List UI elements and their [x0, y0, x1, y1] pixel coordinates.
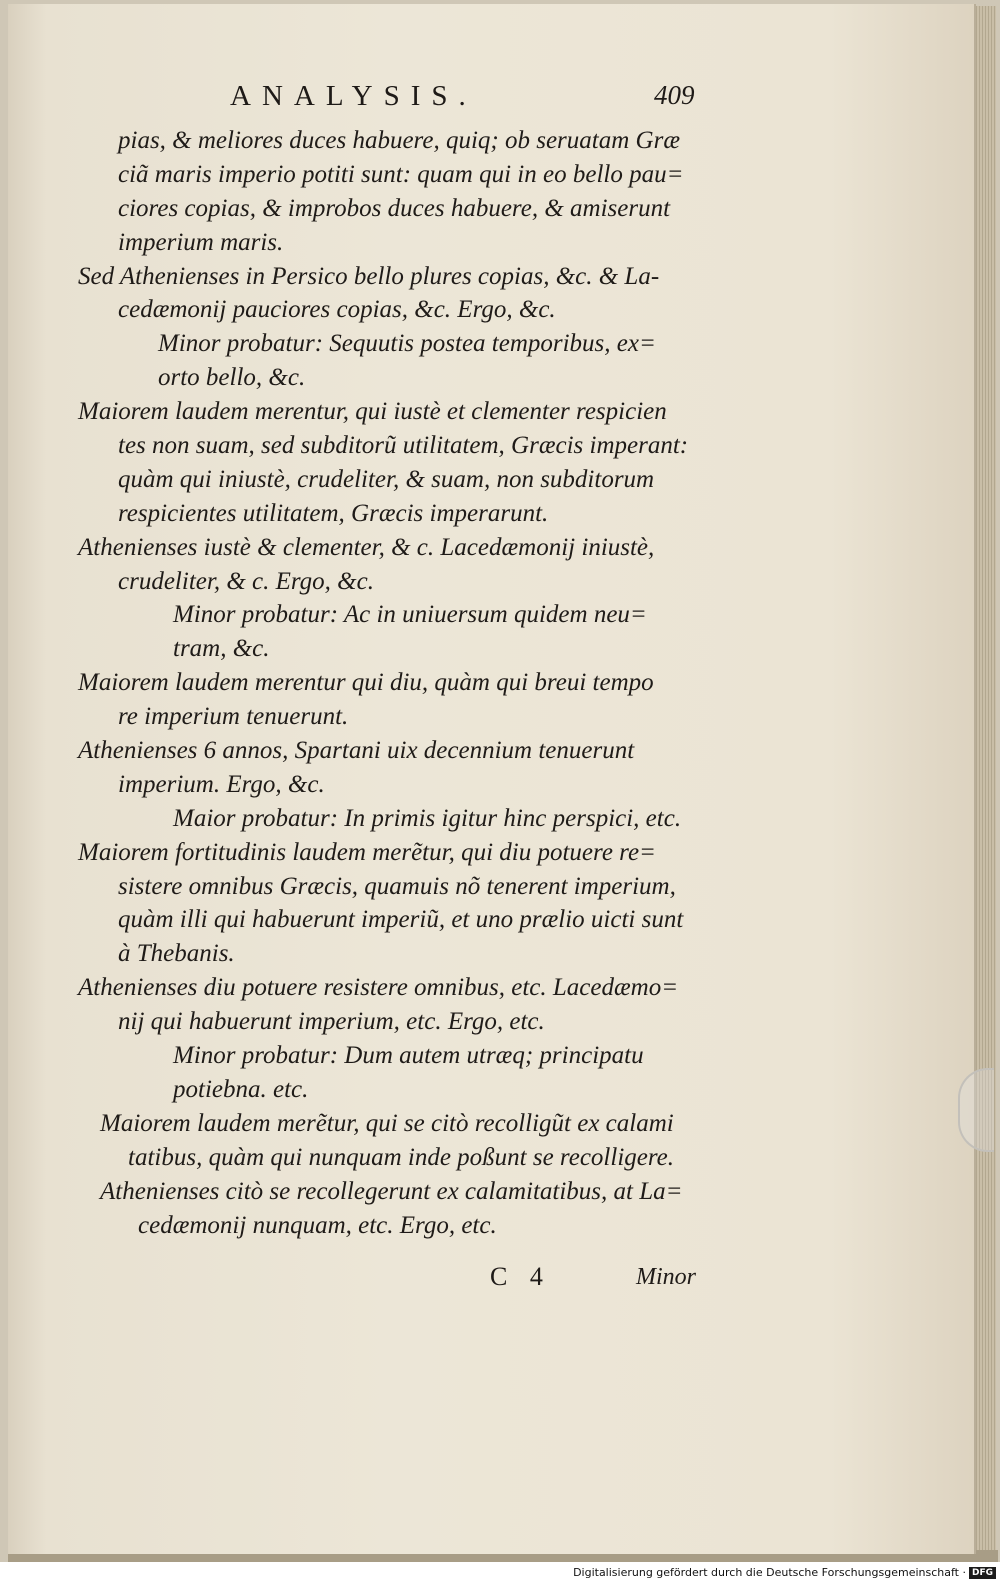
credit-text: Digitalisierung gefördert durch die Deutsche Forschungsgemeinschaft ·	[573, 1566, 966, 1579]
text-line: re imperium tenuerunt.	[118, 703, 349, 731]
text-line: pias, & meliores duces habuere, quiq; ob seruatam Græ	[118, 127, 680, 154]
text-line: Minor probatur: Ac in uniuersum quidem neu=	[173, 601, 647, 629]
digitization-credit	[573, 1566, 996, 1580]
text-line: Athenienses iustè & clementer, & c. Lacedæmonij iniustè,	[78, 533, 655, 561]
text-line: cedæmonij pauciores copias, &c. Ergo, &c.	[118, 296, 556, 324]
text-line: ciã maris imperio potiti sunt: quam qui in eo bello pau=	[118, 160, 684, 188]
text-line: cedæmonij nunquam, etc. Ergo, etc.	[138, 1211, 497, 1239]
text-line: ciores copias, & improbos duces habuere, & amiserunt	[118, 194, 671, 222]
text-line: Maiorem laudem merentur, qui iustè et clementer respicien	[78, 398, 667, 426]
page-footer	[490, 1262, 730, 1296]
text-line: Athenienses diu potuere resistere omnibus, etc. Lacedæmo=	[78, 974, 679, 1002]
text-line: Maior probatur: In primis igitur hinc perspici, etc.	[173, 804, 682, 832]
page-clip	[958, 1068, 994, 1152]
text-line: nij qui habuerunt imperium, etc. Ergo, etc.	[118, 1008, 545, 1036]
text-line: sistere omnibus Græcis, quamuis nõ tenerent imperium,	[118, 872, 676, 900]
text-line: Sed Athenienses in Persico bello plures copias, &c. & La-	[78, 262, 660, 290]
text-line: quàm qui iniustè, crudeliter, & suam, non subditorum	[118, 465, 655, 493]
text-line: Minor probatur: Sequutis postea temporibus, ex=	[158, 330, 656, 358]
text-line: tes non suam, sed subditorũ utilitatem, Græcis imperant:	[118, 432, 689, 460]
text-line: orto bello, &c.	[158, 364, 306, 392]
text-line: Maiorem laudem merentur qui diu, quàm qui breui tempo	[78, 669, 654, 697]
text-line: à Thebanis.	[118, 940, 235, 968]
text-line: potiebna. etc.	[173, 1075, 309, 1103]
page-edges	[974, 6, 996, 1554]
text-line: Maiorem laudem merẽtur, qui se citò recolligũt ex calami	[100, 1109, 674, 1137]
signature-mark: C 4	[490, 1262, 551, 1291]
text-line: quàm illi qui habuerunt imperiũ, et uno prælio uicti sunt	[118, 906, 684, 934]
text-line: imperium maris.	[118, 228, 284, 256]
text-line: Athenienses citò se recollegerunt ex calamitatibus, at La=	[100, 1177, 683, 1205]
dfg-logo: DFG	[969, 1567, 996, 1579]
text-line: Maiorem fortitudinis laudem merẽtur, qui diu potuere re=	[78, 838, 656, 866]
folio-number: 409	[654, 80, 695, 110]
text-line: respicientes utilitatem, Græcis imperarunt.	[118, 499, 549, 527]
text-line: Athenienses 6 annos, Spartani uix decennium tenuerunt	[78, 737, 635, 765]
text-line: crudeliter, & c. Ergo, &c.	[118, 567, 374, 595]
catchword: Minor	[636, 1264, 696, 1290]
text-line: tram, &c.	[173, 635, 270, 663]
page-header	[230, 80, 710, 120]
text-line: imperium. Ergo, &c.	[118, 770, 325, 798]
running-head: ANALYSIS.	[230, 80, 477, 112]
text-line: Minor probatur: Dum autem utræq; principatu	[173, 1042, 644, 1070]
text-block	[78, 124, 718, 1242]
text-line: tatibus, quàm qui nunquam inde poßunt se recolligere.	[128, 1143, 675, 1171]
